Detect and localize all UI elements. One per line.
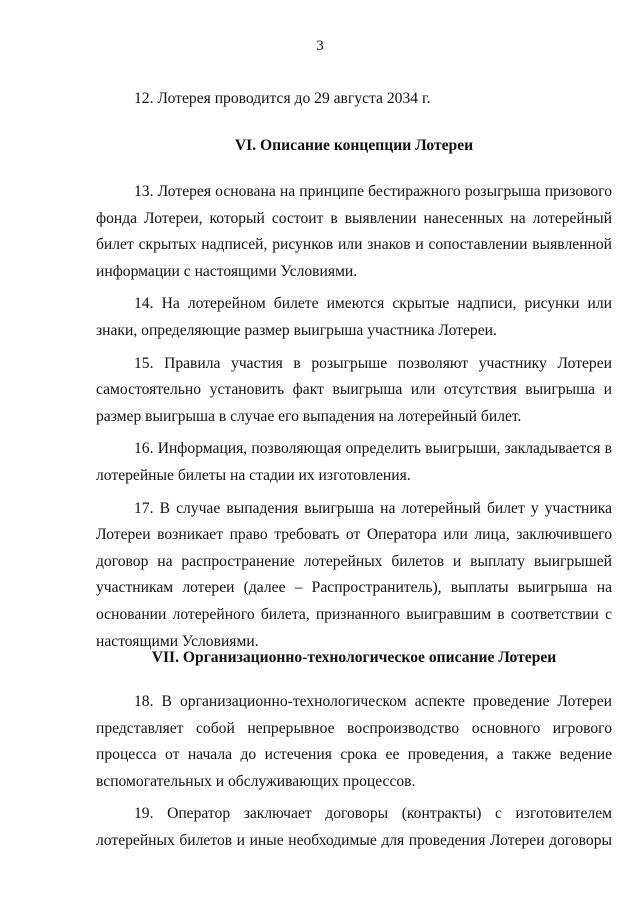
section-7-body: [96, 689, 612, 855]
paragraph-13: 13. Лотерея основана на принципе бестиражного розыгрыша призового фонда Лотереи, который состоит в выявлении нанесенных на лотерейный билет скрытых надписей, рисунков или знаков и сопоставлении выявленной информации с настоящими Условиями.: [96, 183, 612, 280]
paragraph-17: 17. В случае выпадения выигрыша на лотерейный билет у участника Лотереи возникает право требовать от Оператора или лица, заключившего договор на распространение лотерейных билетов и выплату выигрышей участникам лотереи (далее – Распространитель), выплаты выигрыша на основании лотерейного билета, признанного выигравшим в соответствии с настоящими Условиями.: [96, 499, 612, 650]
paragraph-14: 14. На лотерейном билете имеются скрытые надписи, рисунки или знаки, определяющие размер выигрыша участника Лотереи.: [96, 295, 612, 339]
section-heading-7: VII. Организационно-технологическое описание Лотереи: [151, 649, 557, 666]
page-number: 3: [316, 38, 324, 54]
section-6-body: [96, 179, 612, 655]
section-heading-7-wrapper: [96, 649, 612, 667]
paragraph-block-top: [96, 86, 612, 113]
section-heading-6-wrapper: [96, 137, 612, 155]
section-heading-6: VI. Описание концепции Лотереи: [234, 137, 474, 154]
paragraph-12: 12. Лотерея проводится до 29 августа 2034 г.: [134, 90, 431, 107]
paragraph-19: 19. Оператор заключает договоры (контракты) с изготовителем лотерейных билетов и иные необходимые для проведения Лотереи договоры: [96, 805, 612, 849]
paragraph-16: 16. Информация, позволяющая определить выигрыши, закладывается в лотерейные билеты на стадии их изготовления.: [96, 440, 612, 484]
paragraph-15: 15. Правила участия в розыгрыше позволяют участнику Лотереи самостоятельно установить факт выигрыша или отсутствия выигрыша и размер выигрыша в случае его выпадения на лотерейный билет.: [96, 354, 612, 425]
paragraph-18: 18. В организационно-технологическом аспекте проведение Лотереи представляет собой непрерывное воспроизводство основного игрового процесса от начала до истечения срока ее проведения, а также ведение вспомогательных и обслуживающих процессов.: [96, 693, 612, 790]
